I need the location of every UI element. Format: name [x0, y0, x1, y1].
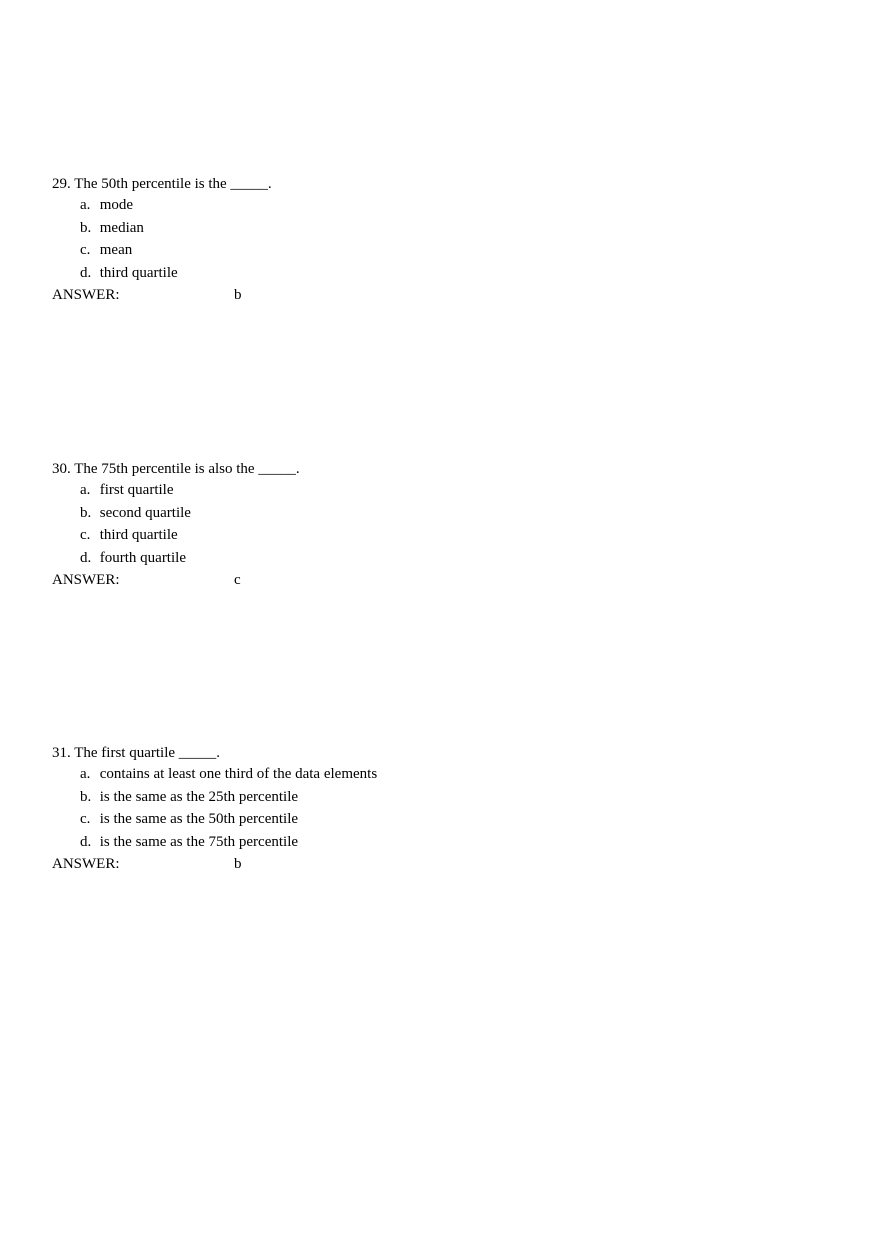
option-text: mean — [99, 242, 133, 258]
answer-row — [52, 569, 832, 591]
option-letter: d. — [80, 833, 92, 850]
answer-row — [52, 853, 832, 875]
option-letter: c. — [80, 242, 91, 258]
option-letter: b. — [80, 504, 92, 521]
option-text: third quartile — [99, 527, 178, 543]
option-b — [52, 786, 832, 809]
option-letter: d. — [80, 549, 92, 566]
answer-options — [52, 479, 832, 569]
option-a — [52, 479, 832, 502]
option-a — [52, 763, 832, 786]
option-letter: b. — [80, 219, 92, 236]
answer-label: ANSWER: — [52, 572, 120, 588]
option-text: is the same as the 75th percentile — [99, 833, 299, 850]
question-31 — [52, 743, 832, 875]
option-text: is the same as the 50th percentile — [99, 811, 299, 827]
option-b — [52, 502, 832, 525]
option-c — [52, 524, 832, 547]
option-text: second quartile — [99, 504, 191, 521]
option-text: is the same as the 25th percentile — [99, 788, 299, 805]
answer-value: b — [234, 856, 242, 872]
question-stem: 29. The 50th percentile is the _____. — [52, 176, 272, 192]
question-stem: 31. The first quartile _____. — [52, 745, 221, 761]
option-letter: d. — [80, 264, 92, 281]
option-c — [52, 239, 832, 262]
answer-row — [52, 284, 832, 306]
option-d — [52, 547, 832, 570]
question-29 — [52, 174, 832, 306]
question-stem: 30. The 75th percentile is also the _____. — [52, 461, 300, 477]
answer-label: ANSWER: — [52, 287, 120, 303]
answer-label: ANSWER: — [52, 856, 120, 872]
option-b — [52, 217, 832, 240]
option-text: first quartile — [99, 482, 174, 498]
option-text: median — [99, 219, 144, 236]
option-letter: c. — [80, 811, 91, 827]
question-30 — [52, 459, 832, 591]
answer-value: c — [234, 572, 241, 588]
option-c — [52, 808, 832, 831]
option-a — [52, 194, 832, 217]
option-letter: c. — [80, 527, 91, 543]
option-letter: a. — [80, 766, 91, 782]
answer-options — [52, 194, 832, 284]
option-letter: a. — [80, 482, 91, 498]
option-letter: b. — [80, 788, 92, 805]
option-text: fourth quartile — [99, 549, 186, 566]
answer-value: b — [234, 287, 242, 303]
option-text: third quartile — [99, 264, 178, 281]
option-letter: a. — [80, 197, 91, 213]
option-d — [52, 262, 832, 285]
answer-options — [52, 763, 832, 853]
option-text: mode — [99, 197, 134, 213]
option-d — [52, 831, 832, 854]
option-text: contains at least one third of the data elements — [99, 766, 378, 782]
